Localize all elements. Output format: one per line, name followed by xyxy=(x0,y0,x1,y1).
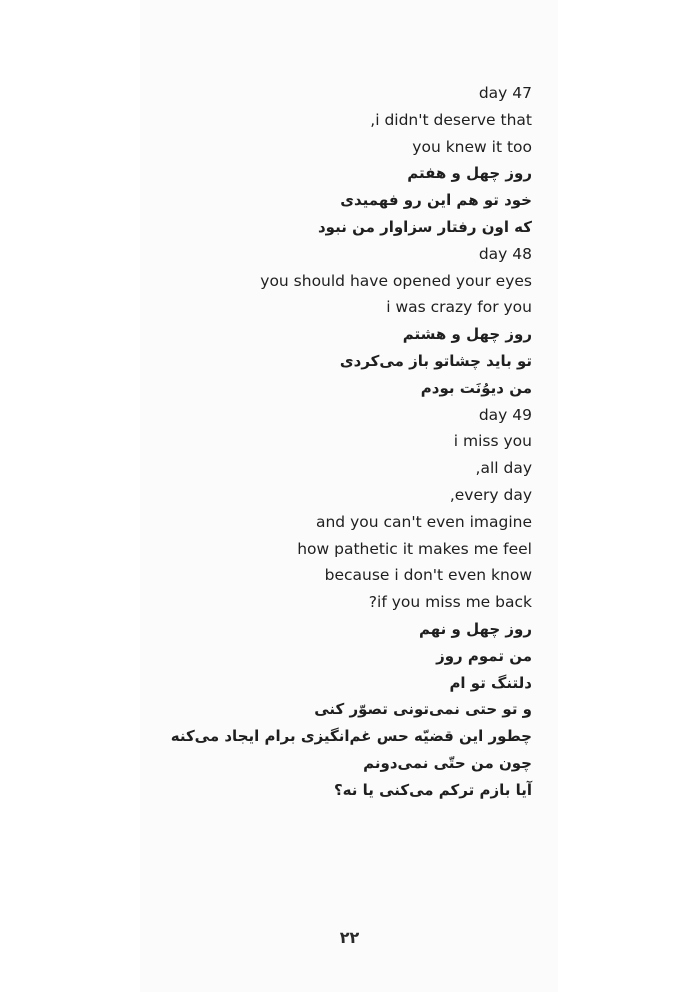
page-number: ۲۲ xyxy=(339,928,360,947)
english-text-line: ,every day xyxy=(449,485,532,504)
persian-text-line: دلتنگ تو ام xyxy=(449,673,532,692)
english-text-line: day 49 xyxy=(478,405,532,424)
persian-text-line: روز چهل و نهم xyxy=(419,619,532,638)
english-text-line: because i don't even know xyxy=(324,566,532,585)
persian-text-line: چطور این قضیّه حس غم‌انگیزی برام ایجاد می‌کنه xyxy=(170,727,532,746)
english-text-line: and you can't even imagine xyxy=(315,512,532,531)
persian-text-line: روز چهل و هفتم xyxy=(407,164,532,183)
persian-text-line: که اون رفتار سزاوار من نبود xyxy=(317,217,532,236)
persian-text-line: من دیوُنَت بودم xyxy=(420,378,532,397)
persian-text-line: روز چهل و هشتم xyxy=(402,325,532,344)
english-text-line: how pathetic it makes me feel xyxy=(297,539,532,558)
poem-text-block xyxy=(52,80,532,804)
english-text-line: you knew it too xyxy=(412,137,532,156)
english-text-line: ,i didn't deserve that xyxy=(370,110,532,129)
persian-text-line: آیا بازم ترکم می‌کنی یا نه؟ xyxy=(333,780,532,799)
persian-text-line: و تو حتی نمی‌تونی تصوّر کنی xyxy=(314,700,532,719)
english-text-line: ,all day xyxy=(475,459,532,478)
persian-text-line: خود تو هم این رو فهمیدی xyxy=(340,191,532,210)
english-text-line: ?if you miss me back xyxy=(368,593,532,612)
english-text-line: i was crazy for you xyxy=(386,298,532,317)
english-text-line: day 47 xyxy=(478,84,532,102)
english-text-line: you should have opened your eyes xyxy=(260,271,532,290)
english-text-line: i miss you xyxy=(453,432,532,451)
persian-text-line: من تموم روز xyxy=(436,646,532,665)
english-text-line: day 48 xyxy=(478,244,532,263)
persian-text-line: تو باید چشاتو باز می‌کردی xyxy=(339,351,532,370)
persian-text-line: چون من حتّی نمی‌دونم xyxy=(363,753,532,772)
